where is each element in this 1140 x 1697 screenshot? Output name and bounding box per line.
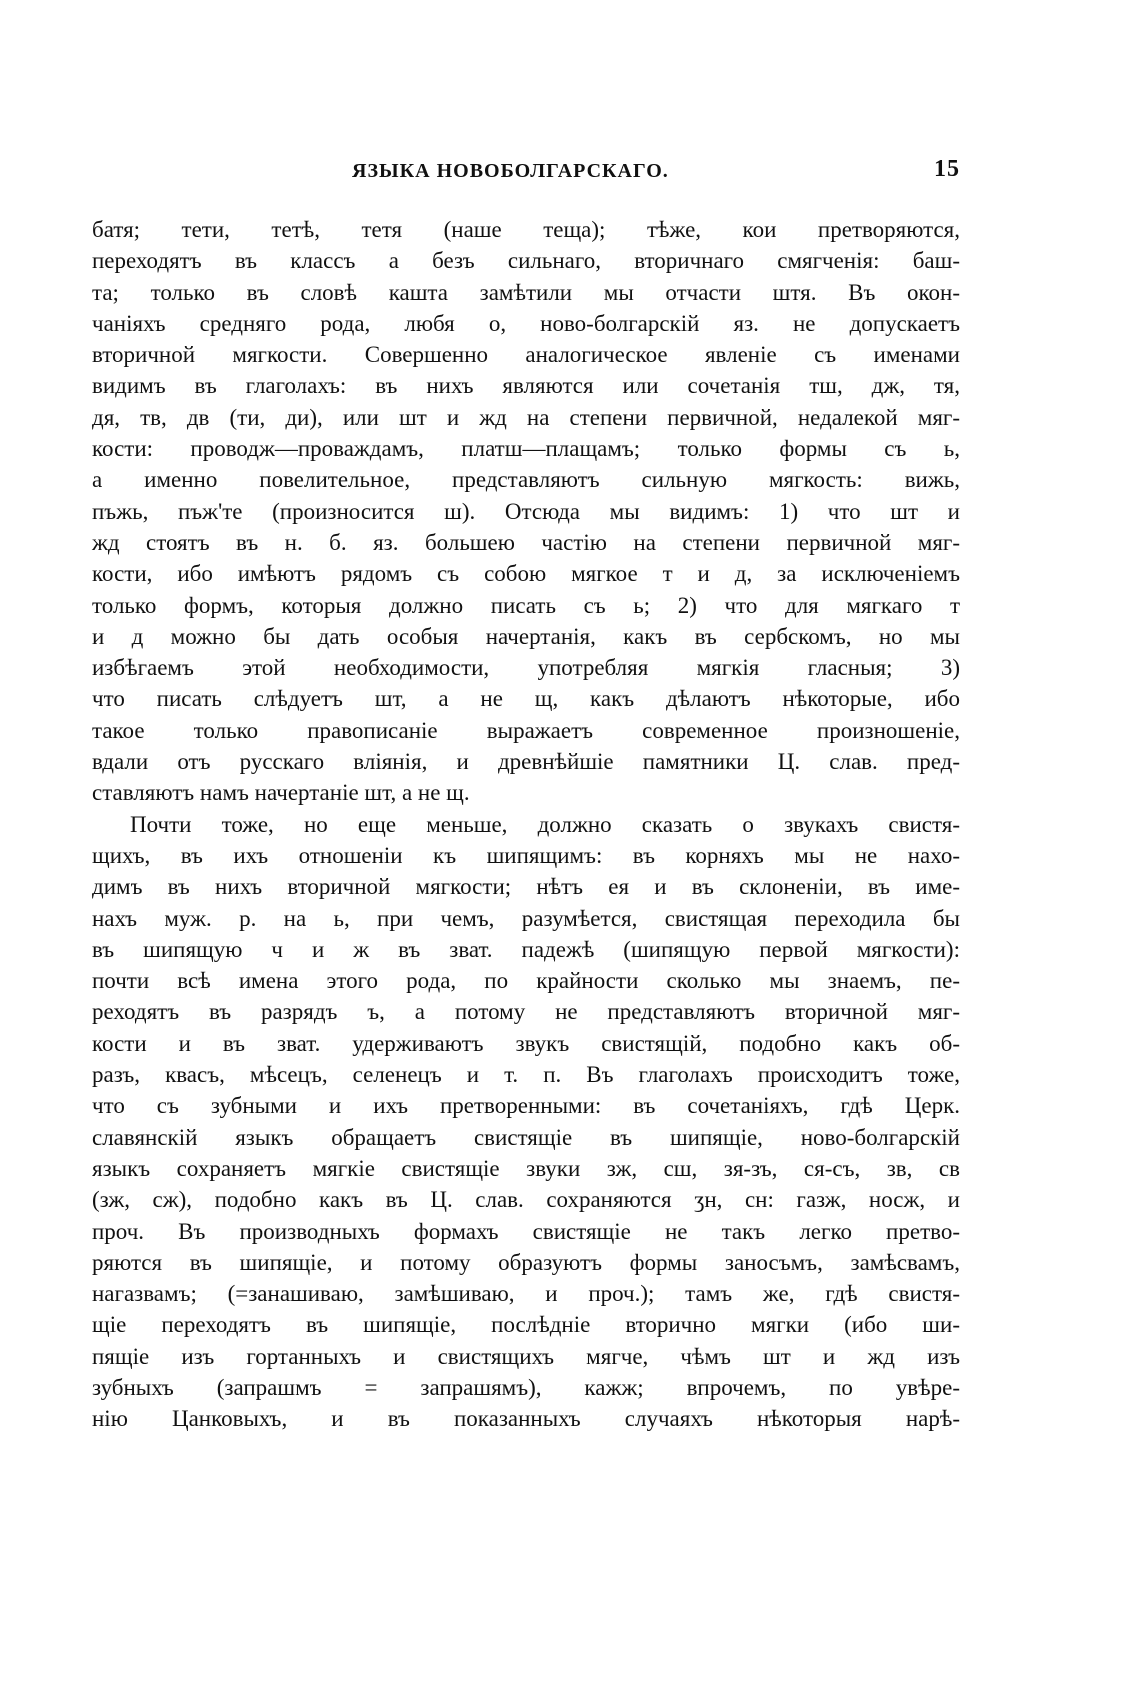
text-line: избѣгаемъ этой необходимости, употребляя мягкія гласныя; 3) bbox=[92, 655, 960, 681]
text-line: (зж, сж), подобно какъ въ Ц. слав. сохраняются ʒн, сн: газж, носж, и bbox=[92, 1187, 960, 1213]
paragraph bbox=[92, 809, 960, 1435]
text-line: кости: проводж—проваждамъ, платш—плащамъ; только формы съ ь, bbox=[92, 436, 960, 462]
text-line: та; только въ словѣ кашта замѣтили мы отчасти штя. Въ окон- bbox=[92, 279, 960, 305]
text-line: пъжь, пъж'те (произносится ш). Отсюда мы видимъ: 1) что шт и bbox=[92, 498, 960, 524]
text-line: только формъ, которыя должно писать съ ь; 2) что для мягкаго т bbox=[92, 592, 960, 618]
text-line: щіе переходятъ въ шипящіе, послѣдніе вторично мягки (ибо ши- bbox=[92, 1312, 960, 1338]
text-line: дя, тв, дв (ти, ди), или шт и жд на степени первичной, недалекой мяг- bbox=[92, 404, 960, 430]
text-line: проч. Въ производныхъ формахъ свистящіе не такъ легко претво- bbox=[92, 1218, 960, 1244]
text-line: вторичной мягкости. Совершенно аналогическое явленіе съ именами bbox=[92, 342, 960, 368]
running-title: ЯЗЫКА НОВОБОЛГАРСКАГО. bbox=[352, 160, 669, 182]
text-line: димъ въ нихъ вторичной мягкости; нѣтъ ея и въ склоненіи, въ име- bbox=[92, 874, 960, 900]
text-line: славянскій языкъ обращаетъ свистящіе въ шипящіе, ново-болгарскій bbox=[92, 1124, 960, 1150]
text-line: кости и въ зват. удерживаютъ звукъ свистящій, подобно какъ об- bbox=[92, 1030, 960, 1056]
text-line: ряются въ шипящіе, и потому образуютъ формы заносъмъ, замѣсвамъ, bbox=[92, 1249, 960, 1275]
text-line: вдали отъ русскаго вліянія, и древнѣйшіе памятники Ц. слав. пред- bbox=[92, 749, 960, 775]
page-body bbox=[92, 214, 960, 1435]
text-line: батя; тети, тетѣ, тетя (наше теща); тѣже, кои претворяются, bbox=[92, 217, 960, 242]
text-line: нагазвамъ; (=занашиваю, замѣшиваю, и проч.); тамъ же, гдѣ свистя- bbox=[92, 1281, 960, 1307]
text-line: переходятъ въ классъ а безъ сильнаго, вторичнаго смягченія: баш- bbox=[92, 248, 960, 274]
text-line: и д можно бы дать особыя начертанія, какъ въ сербскомъ, но мы bbox=[92, 623, 960, 649]
text-line: языкъ сохраняетъ мягкіе свистящіе звуки зж, сш, зя-зъ, ся-съ, зв, св bbox=[92, 1155, 960, 1181]
text-line: въ шипящую ч и ж въ зват. падежѣ (шипящую первой мягкости): bbox=[92, 936, 960, 962]
text-line: разъ, квасъ, мѣсецъ, селенецъ и т. п. Въ глаголахъ происходитъ тоже, bbox=[92, 1062, 960, 1088]
text-line: что писать слѣдуетъ шт, а не щ, какъ дѣлаютъ нѣкоторые, ибо bbox=[92, 686, 960, 712]
text-line: Почти тоже, но еще меньше, должно сказать о звукахъ свистя- bbox=[130, 811, 960, 837]
text-line: щихъ, въ ихъ отношеніи къ шипящимъ: въ корняхъ мы не нахо- bbox=[92, 842, 960, 868]
text-line: реходятъ въ разрядъ ъ, а потому не представляютъ вторичной мяг- bbox=[92, 999, 960, 1025]
text-line: нію Цанковыхъ, и въ показанныхъ случаяхъ нѣкоторыя нарѣ- bbox=[92, 1406, 960, 1432]
text-line: нахъ муж. р. на ь, при чемъ, разумѣется, свистящая переходила бы bbox=[92, 905, 960, 931]
text-line: что съ зубными и ихъ претворенными: въ сочетаніяхъ, гдѣ Церк. bbox=[92, 1093, 960, 1119]
text-line: жд стоятъ въ н. б. яз. большею частію на степени первичной мяг- bbox=[92, 529, 960, 555]
text-line: такое только правописаніе выражаетъ современное произношеніе, bbox=[92, 717, 960, 743]
text-line: пящіе изъ гортанныхъ и свистящихъ мягче, чѣмъ шт и жд изъ bbox=[92, 1343, 960, 1369]
text-line: ставляютъ намъ начертаніе шт, а не щ. bbox=[92, 780, 470, 806]
text-line: видимъ въ глаголахъ: въ нихъ являются или сочетанія тш, дж, тя, bbox=[92, 373, 960, 399]
text-line: а именно повелительное, представляютъ сильную мягкость: вижь, bbox=[92, 467, 960, 493]
text-line: зубныхъ (запрашмъ = запрашямъ), кажж; впрочемъ, по увѣре- bbox=[92, 1374, 960, 1400]
text-line: почти всѣ имена этого рода, по крайности сколько мы знаемъ, пе- bbox=[92, 968, 960, 994]
text-line: кости, ибо имѣютъ рядомъ съ собою мягкое т и д, за исключеніемъ bbox=[92, 561, 960, 587]
page-number: 15 bbox=[934, 156, 960, 182]
paragraph bbox=[92, 214, 960, 809]
text-line: чаніяхъ средняго рода, любя о, ново-болгарскій яз. не допускаетъ bbox=[92, 310, 960, 336]
